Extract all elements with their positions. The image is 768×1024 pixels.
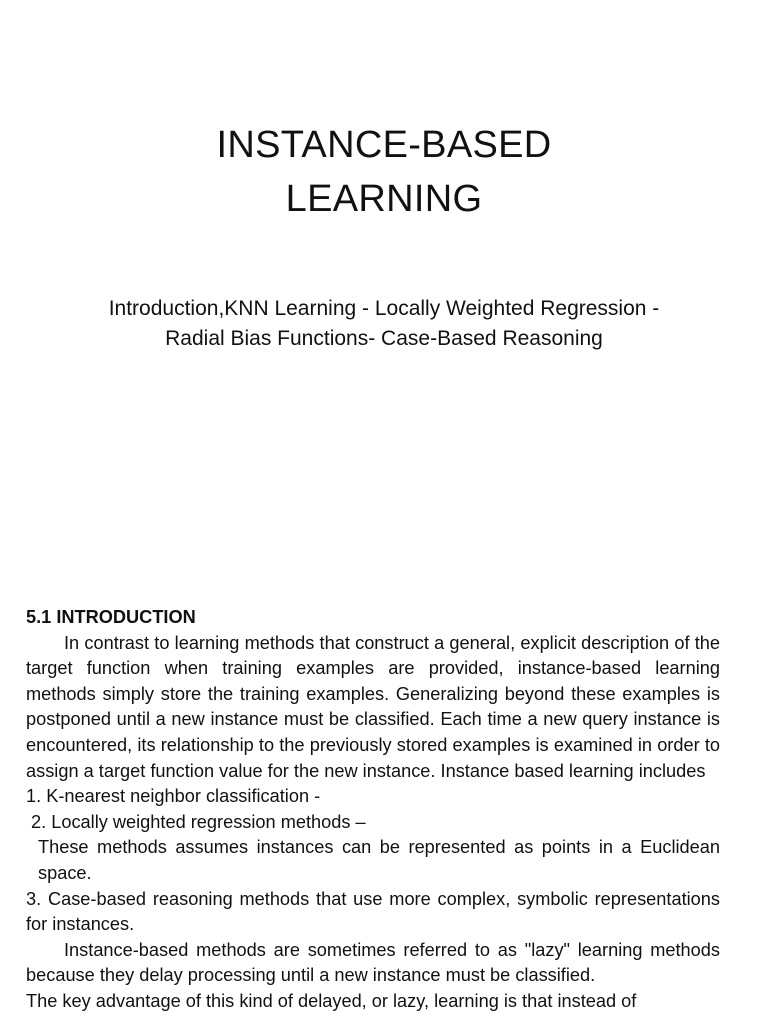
section-heading: 5.1 INTRODUCTION bbox=[26, 607, 196, 627]
lazy-learning-paragraph: Instance-based methods are sometimes referred to as "lazy" learning methods because they delay processing until a new instance must be classified. bbox=[26, 939, 720, 986]
list-item-locally-weighted: 2. Locally weighted regression methods – bbox=[31, 811, 366, 832]
list-item-case-based: 3. Case-based reasoning methods that use more complex, symbolic representations for instances. bbox=[26, 888, 720, 935]
list-item-knn: 1. K-nearest neighbor classification - bbox=[26, 786, 321, 807]
title-line-2: LEARNING bbox=[285, 178, 483, 220]
advantage-paragraph: The key advantage of this kind of delayed, or lazy, learning is that instead of bbox=[26, 990, 637, 1011]
introduction-section bbox=[26, 605, 720, 1015]
title-line-1: INSTANCE-BASED bbox=[216, 124, 552, 166]
intro-paragraph: In contrast to learning methods that construct a general, explicit description of the target function when training examples are provided, instance-based learning methods simply store the training examples. Generalizing beyond these examples is postponed until a new instance must be classified. Each time a new query instance is encountered, its relationship to the previously stored examples is examined in order to assign a target function value for the new instance. Instance based learning includes bbox=[26, 632, 720, 781]
page-title bbox=[0, 118, 768, 226]
subtitle-line-1: Introduction,KNN Learning - Locally Weighted Regression - bbox=[108, 297, 660, 320]
list-item-locally-weighted-description: These methods assumes instances can be represented as points in a Euclidean space. bbox=[38, 837, 720, 883]
page-subtitle bbox=[40, 294, 728, 354]
subtitle-line-2: Radial Bias Functions- Case-Based Reasoning bbox=[165, 327, 603, 350]
